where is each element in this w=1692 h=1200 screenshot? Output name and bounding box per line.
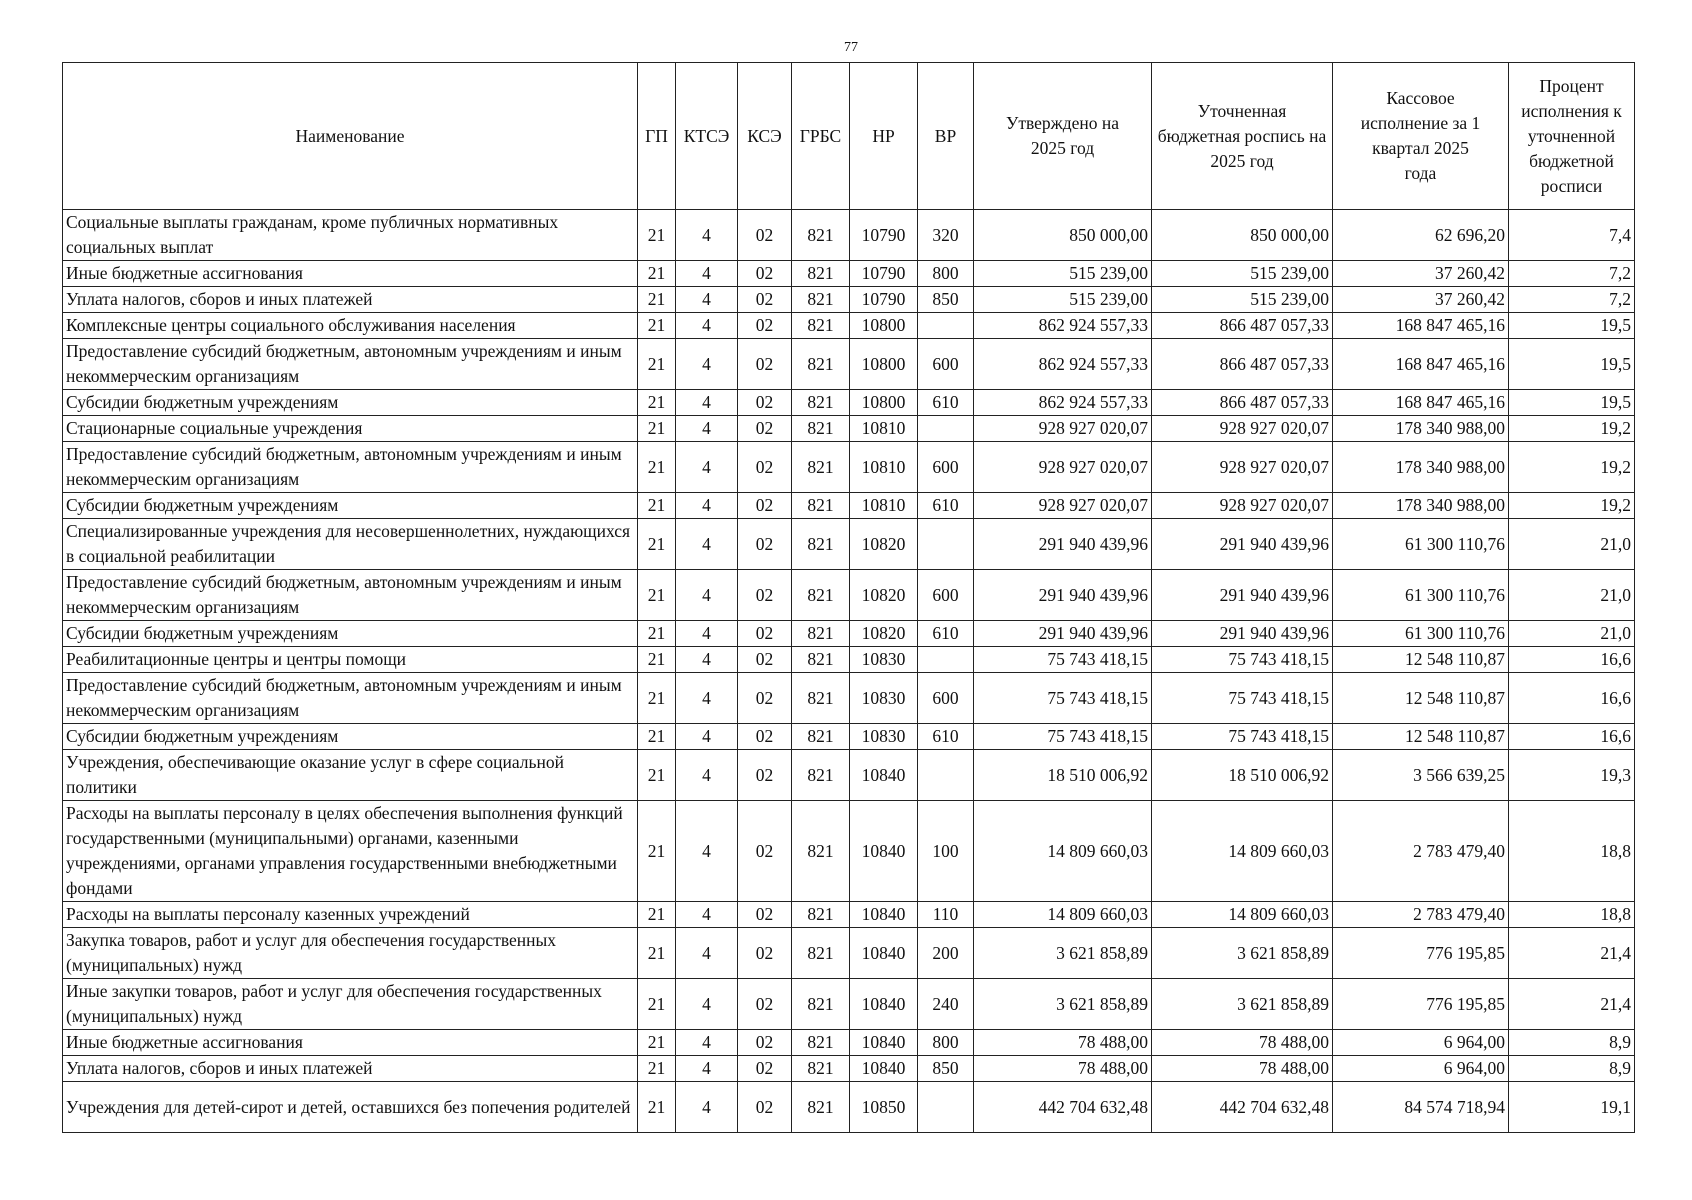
- header-vr: ВР: [918, 63, 974, 210]
- cell-gp: 21: [638, 210, 676, 261]
- header-kse: КСЭ: [738, 63, 792, 210]
- cell-approved: 862 924 557,33: [974, 339, 1152, 390]
- cell-grbs: 821: [792, 801, 850, 902]
- cell-kse: 02: [738, 724, 792, 750]
- cell-percent: 7,2: [1509, 261, 1635, 287]
- cell-gp: 21: [638, 416, 676, 442]
- cell-vr: 850: [918, 287, 974, 313]
- cell-name: Предоставление субсидий бюджетным, автономным учреждениям и иным некоммерческим организациям: [63, 570, 638, 621]
- cell-np: 10840: [850, 928, 918, 979]
- cell-name: Иные бюджетные ассигнования: [63, 1030, 638, 1056]
- header-approved: Утверждено на 2025 год: [974, 63, 1152, 210]
- cell-percent: 19,5: [1509, 313, 1635, 339]
- cell-percent: 21,4: [1509, 928, 1635, 979]
- cell-approved: 291 940 439,96: [974, 519, 1152, 570]
- cell-vr: [918, 519, 974, 570]
- cell-name: Реабилитационные центры и центры помощи: [63, 647, 638, 673]
- cell-np: 10790: [850, 261, 918, 287]
- cell-grbs: 821: [792, 1082, 850, 1133]
- cell-vr: [918, 647, 974, 673]
- table-row: [63, 390, 1635, 416]
- cell-grbs: 821: [792, 519, 850, 570]
- cell-grbs: 821: [792, 724, 850, 750]
- cell-kse: 02: [738, 673, 792, 724]
- cell-vr: 100: [918, 801, 974, 902]
- cell-name: Расходы на выплаты персоналу казенных учреждений: [63, 902, 638, 928]
- cell-gp: 21: [638, 1030, 676, 1056]
- cell-ktse: 4: [676, 210, 738, 261]
- cell-np: 10800: [850, 390, 918, 416]
- cell-gp: 21: [638, 647, 676, 673]
- cell-percent: 7,2: [1509, 287, 1635, 313]
- cell-grbs: 821: [792, 210, 850, 261]
- cell-cash: 168 847 465,16: [1333, 339, 1509, 390]
- cell-grbs: 821: [792, 442, 850, 493]
- cell-approved: 928 927 020,07: [974, 416, 1152, 442]
- cell-np: 10790: [850, 210, 918, 261]
- cell-grbs: 821: [792, 261, 850, 287]
- cell-percent: 8,9: [1509, 1030, 1635, 1056]
- cell-np: 10840: [850, 1030, 918, 1056]
- cell-cash: 37 260,42: [1333, 261, 1509, 287]
- cell-approved: 75 743 418,15: [974, 673, 1152, 724]
- cell-grbs: 821: [792, 1030, 850, 1056]
- cell-refined: 291 940 439,96: [1152, 570, 1333, 621]
- cell-vr: 800: [918, 1030, 974, 1056]
- cell-gp: 21: [638, 313, 676, 339]
- cell-refined: 75 743 418,15: [1152, 647, 1333, 673]
- cell-np: 10830: [850, 647, 918, 673]
- cell-name: Предоставление субсидий бюджетным, автономным учреждениям и иным некоммерческим организациям: [63, 339, 638, 390]
- table-row: [63, 750, 1635, 801]
- cell-np: 10810: [850, 442, 918, 493]
- cell-ktse: 4: [676, 750, 738, 801]
- cell-ktse: 4: [676, 313, 738, 339]
- table-row: [63, 928, 1635, 979]
- cell-cash: 2 783 479,40: [1333, 902, 1509, 928]
- cell-percent: 19,3: [1509, 750, 1635, 801]
- cell-approved: 3 621 858,89: [974, 979, 1152, 1030]
- cell-ktse: 4: [676, 979, 738, 1030]
- cell-approved: 862 924 557,33: [974, 313, 1152, 339]
- cell-vr: 610: [918, 724, 974, 750]
- cell-cash: 6 964,00: [1333, 1030, 1509, 1056]
- page-number: 77: [844, 40, 858, 55]
- cell-refined: 515 239,00: [1152, 261, 1333, 287]
- cell-approved: 515 239,00: [974, 261, 1152, 287]
- cell-gp: 21: [638, 1082, 676, 1133]
- cell-refined: 14 809 660,03: [1152, 902, 1333, 928]
- cell-vr: 600: [918, 442, 974, 493]
- cell-percent: 21,0: [1509, 621, 1635, 647]
- cell-grbs: 821: [792, 313, 850, 339]
- cell-np: 10840: [850, 801, 918, 902]
- table-row: [63, 673, 1635, 724]
- cell-np: 10820: [850, 519, 918, 570]
- header-percent: Процент исполнения к уточненной бюджетной росписи: [1509, 63, 1635, 210]
- cell-cash: 168 847 465,16: [1333, 313, 1509, 339]
- cell-cash: 61 300 110,76: [1333, 519, 1509, 570]
- cell-kse: 02: [738, 621, 792, 647]
- cell-cash: 3 566 639,25: [1333, 750, 1509, 801]
- table-row: [63, 313, 1635, 339]
- cell-kse: 02: [738, 1082, 792, 1133]
- header-name: Наименование: [63, 63, 638, 210]
- cell-approved: 928 927 020,07: [974, 493, 1152, 519]
- cell-kse: 02: [738, 647, 792, 673]
- cell-cash: 61 300 110,76: [1333, 570, 1509, 621]
- cell-approved: 291 940 439,96: [974, 621, 1152, 647]
- cell-gp: 21: [638, 261, 676, 287]
- header-ktse: КТСЭ: [676, 63, 738, 210]
- table-row: [63, 1082, 1635, 1133]
- table-row: [63, 493, 1635, 519]
- cell-cash: 178 340 988,00: [1333, 493, 1509, 519]
- cell-refined: 78 488,00: [1152, 1030, 1333, 1056]
- cell-np: 10800: [850, 313, 918, 339]
- cell-ktse: 4: [676, 1056, 738, 1082]
- cell-cash: 168 847 465,16: [1333, 390, 1509, 416]
- cell-kse: 02: [738, 1056, 792, 1082]
- cell-ktse: 4: [676, 339, 738, 390]
- table-row: [63, 902, 1635, 928]
- cell-vr: [918, 1082, 974, 1133]
- cell-approved: 850 000,00: [974, 210, 1152, 261]
- cell-vr: 850: [918, 1056, 974, 1082]
- cell-refined: 866 487 057,33: [1152, 339, 1333, 390]
- cell-vr: 610: [918, 390, 974, 416]
- cell-gp: 21: [638, 801, 676, 902]
- cell-cash: 178 340 988,00: [1333, 416, 1509, 442]
- cell-refined: 850 000,00: [1152, 210, 1333, 261]
- cell-ktse: 4: [676, 621, 738, 647]
- table-row: [63, 647, 1635, 673]
- cell-ktse: 4: [676, 673, 738, 724]
- cell-name: Специализированные учреждения для несовершеннолетних, нуждающихся в социальной реабилитации: [63, 519, 638, 570]
- cell-cash: 776 195,85: [1333, 928, 1509, 979]
- cell-vr: [918, 750, 974, 801]
- cell-ktse: 4: [676, 519, 738, 570]
- cell-grbs: 821: [792, 339, 850, 390]
- cell-grbs: 821: [792, 979, 850, 1030]
- cell-ktse: 4: [676, 724, 738, 750]
- cell-name: Предоставление субсидий бюджетным, автономным учреждениям и иным некоммерческим организациям: [63, 673, 638, 724]
- cell-name: Стационарные социальные учреждения: [63, 416, 638, 442]
- cell-gp: 21: [638, 287, 676, 313]
- cell-approved: 75 743 418,15: [974, 724, 1152, 750]
- cell-gp: 21: [638, 928, 676, 979]
- table-row: [63, 1030, 1635, 1056]
- cell-grbs: 821: [792, 287, 850, 313]
- table-row: [63, 570, 1635, 621]
- cell-name: Субсидии бюджетным учреждениям: [63, 724, 638, 750]
- cell-refined: 78 488,00: [1152, 1056, 1333, 1082]
- header-grbs: ГРБС: [792, 63, 850, 210]
- cell-percent: 21,0: [1509, 519, 1635, 570]
- cell-cash: 12 548 110,87: [1333, 647, 1509, 673]
- cell-name: Социальные выплаты гражданам, кроме публичных нормативных социальных выплат: [63, 210, 638, 261]
- cell-refined: 75 743 418,15: [1152, 724, 1333, 750]
- cell-name: Субсидии бюджетным учреждениям: [63, 621, 638, 647]
- cell-kse: 02: [738, 902, 792, 928]
- cell-vr: 800: [918, 261, 974, 287]
- cell-percent: 8,9: [1509, 1056, 1635, 1082]
- cell-grbs: 821: [792, 416, 850, 442]
- cell-np: 10790: [850, 287, 918, 313]
- cell-refined: 14 809 660,03: [1152, 801, 1333, 902]
- cell-approved: 75 743 418,15: [974, 647, 1152, 673]
- cell-cash: 776 195,85: [1333, 979, 1509, 1030]
- cell-refined: 866 487 057,33: [1152, 313, 1333, 339]
- header-gp: ГП: [638, 63, 676, 210]
- cell-vr: 320: [918, 210, 974, 261]
- cell-kse: 02: [738, 519, 792, 570]
- cell-kse: 02: [738, 1030, 792, 1056]
- cell-gp: 21: [638, 724, 676, 750]
- cell-refined: 291 940 439,96: [1152, 621, 1333, 647]
- cell-approved: 862 924 557,33: [974, 390, 1152, 416]
- cell-ktse: 4: [676, 928, 738, 979]
- cell-gp: 21: [638, 570, 676, 621]
- cell-refined: 3 621 858,89: [1152, 979, 1333, 1030]
- cell-ktse: 4: [676, 287, 738, 313]
- cell-ktse: 4: [676, 390, 738, 416]
- cell-name: Уплата налогов, сборов и иных платежей: [63, 1056, 638, 1082]
- cell-gp: 21: [638, 390, 676, 416]
- cell-gp: 21: [638, 621, 676, 647]
- header-np: НР: [850, 63, 918, 210]
- cell-name: Иные закупки товаров, работ и услуг для обеспечения государственных (муниципальных) нужд: [63, 979, 638, 1030]
- cell-kse: 02: [738, 801, 792, 902]
- cell-cash: 37 260,42: [1333, 287, 1509, 313]
- cell-refined: 75 743 418,15: [1152, 673, 1333, 724]
- cell-refined: 442 704 632,48: [1152, 1082, 1333, 1133]
- cell-approved: 14 809 660,03: [974, 801, 1152, 902]
- cell-approved: 14 809 660,03: [974, 902, 1152, 928]
- cell-cash: 2 783 479,40: [1333, 801, 1509, 902]
- cell-grbs: 821: [792, 928, 850, 979]
- cell-kse: 02: [738, 979, 792, 1030]
- table-row: [63, 442, 1635, 493]
- cell-grbs: 821: [792, 750, 850, 801]
- cell-grbs: 821: [792, 570, 850, 621]
- cell-name: Учреждения для детей-сирот и детей, оставшихся без попечения родителей: [63, 1082, 638, 1133]
- cell-refined: 3 621 858,89: [1152, 928, 1333, 979]
- cell-cash: 178 340 988,00: [1333, 442, 1509, 493]
- cell-ktse: 4: [676, 1030, 738, 1056]
- table-row: [63, 210, 1635, 261]
- cell-refined: 928 927 020,07: [1152, 493, 1333, 519]
- cell-grbs: 821: [792, 493, 850, 519]
- cell-percent: 19,2: [1509, 442, 1635, 493]
- cell-np: 10820: [850, 570, 918, 621]
- cell-ktse: 4: [676, 442, 738, 493]
- cell-name: Субсидии бюджетным учреждениям: [63, 390, 638, 416]
- cell-refined: 866 487 057,33: [1152, 390, 1333, 416]
- cell-vr: 200: [918, 928, 974, 979]
- table-row: [63, 287, 1635, 313]
- cell-cash: 6 964,00: [1333, 1056, 1509, 1082]
- cell-approved: 3 621 858,89: [974, 928, 1152, 979]
- cell-grbs: 821: [792, 621, 850, 647]
- cell-gp: 21: [638, 673, 676, 724]
- cell-ktse: 4: [676, 570, 738, 621]
- cell-grbs: 821: [792, 673, 850, 724]
- cell-name: Уплата налогов, сборов и иных платежей: [63, 287, 638, 313]
- cell-approved: 442 704 632,48: [974, 1082, 1152, 1133]
- cell-vr: 610: [918, 621, 974, 647]
- cell-percent: 21,4: [1509, 979, 1635, 1030]
- cell-vr: [918, 313, 974, 339]
- table-row: [63, 1056, 1635, 1082]
- cell-grbs: 821: [792, 390, 850, 416]
- cell-name: Расходы на выплаты персоналу в целях обеспечения выполнения функций государственными (муниципальными) органами, казенными учреждениями, органами управления государственными внебюджетными фондами: [63, 801, 638, 902]
- cell-grbs: 821: [792, 647, 850, 673]
- cell-name: Учреждения, обеспечивающие оказание услуг в сфере социальной политики: [63, 750, 638, 801]
- table-row: [63, 261, 1635, 287]
- cell-cash: 12 548 110,87: [1333, 724, 1509, 750]
- table-row: [63, 621, 1635, 647]
- cell-np: 10840: [850, 1056, 918, 1082]
- cell-ktse: 4: [676, 416, 738, 442]
- cell-ktse: 4: [676, 647, 738, 673]
- cell-np: 10830: [850, 673, 918, 724]
- cell-vr: 110: [918, 902, 974, 928]
- cell-kse: 02: [738, 261, 792, 287]
- cell-ktse: 4: [676, 1082, 738, 1133]
- table-row: [63, 416, 1635, 442]
- header-refined: Уточненная бюджетная роспись на 2025 год: [1152, 63, 1333, 210]
- cell-cash: 62 696,20: [1333, 210, 1509, 261]
- cell-ktse: 4: [676, 801, 738, 902]
- cell-kse: 02: [738, 339, 792, 390]
- cell-ktse: 4: [676, 902, 738, 928]
- cell-percent: 16,6: [1509, 647, 1635, 673]
- cell-percent: 18,8: [1509, 801, 1635, 902]
- cell-vr: 600: [918, 673, 974, 724]
- cell-kse: 02: [738, 416, 792, 442]
- header-cash: Кассовое исполнение за 1 квартал 2025 года: [1333, 63, 1509, 210]
- cell-vr: 240: [918, 979, 974, 1030]
- cell-grbs: 821: [792, 1056, 850, 1082]
- cell-percent: 16,6: [1509, 724, 1635, 750]
- cell-gp: 21: [638, 979, 676, 1030]
- cell-approved: 78 488,00: [974, 1030, 1152, 1056]
- cell-approved: 291 940 439,96: [974, 570, 1152, 621]
- table-row: [63, 519, 1635, 570]
- cell-name: Комплексные центры социального обслуживания населения: [63, 313, 638, 339]
- cell-name: Закупка товаров, работ и услуг для обеспечения государственных (муниципальных) нужд: [63, 928, 638, 979]
- table-header-row: [63, 63, 1635, 210]
- cell-ktse: 4: [676, 493, 738, 519]
- cell-np: 10800: [850, 339, 918, 390]
- cell-kse: 02: [738, 750, 792, 801]
- cell-gp: 21: [638, 1056, 676, 1082]
- cell-percent: 19,2: [1509, 493, 1635, 519]
- table-row: [63, 979, 1635, 1030]
- cell-np: 10810: [850, 493, 918, 519]
- cell-percent: 19,5: [1509, 339, 1635, 390]
- cell-cash: 61 300 110,76: [1333, 621, 1509, 647]
- cell-grbs: 821: [792, 902, 850, 928]
- budget-table: [62, 62, 1635, 1133]
- table-row: [63, 724, 1635, 750]
- cell-gp: 21: [638, 519, 676, 570]
- cell-np: 10840: [850, 902, 918, 928]
- cell-refined: 928 927 020,07: [1152, 416, 1333, 442]
- cell-np: 10850: [850, 1082, 918, 1133]
- cell-vr: 600: [918, 570, 974, 621]
- cell-percent: 19,1: [1509, 1082, 1635, 1133]
- cell-gp: 21: [638, 442, 676, 493]
- cell-np: 10810: [850, 416, 918, 442]
- cell-approved: 928 927 020,07: [974, 442, 1152, 493]
- table-row: [63, 339, 1635, 390]
- cell-kse: 02: [738, 313, 792, 339]
- cell-percent: 21,0: [1509, 570, 1635, 621]
- cell-percent: 7,4: [1509, 210, 1635, 261]
- cell-vr: 610: [918, 493, 974, 519]
- cell-np: 10820: [850, 621, 918, 647]
- cell-gp: 21: [638, 339, 676, 390]
- cell-percent: 18,8: [1509, 902, 1635, 928]
- cell-kse: 02: [738, 493, 792, 519]
- cell-kse: 02: [738, 210, 792, 261]
- cell-cash: 12 548 110,87: [1333, 673, 1509, 724]
- cell-approved: 18 510 006,92: [974, 750, 1152, 801]
- cell-gp: 21: [638, 902, 676, 928]
- cell-kse: 02: [738, 390, 792, 416]
- table-row: [63, 801, 1635, 902]
- cell-np: 10840: [850, 750, 918, 801]
- cell-refined: 928 927 020,07: [1152, 442, 1333, 493]
- cell-approved: 78 488,00: [974, 1056, 1152, 1082]
- cell-name: Предоставление субсидий бюджетным, автономным учреждениям и иным некоммерческим организациям: [63, 442, 638, 493]
- cell-kse: 02: [738, 442, 792, 493]
- cell-refined: 515 239,00: [1152, 287, 1333, 313]
- cell-refined: 291 940 439,96: [1152, 519, 1333, 570]
- cell-name: Субсидии бюджетным учреждениям: [63, 493, 638, 519]
- cell-kse: 02: [738, 570, 792, 621]
- cell-np: 10840: [850, 979, 918, 1030]
- cell-percent: 19,5: [1509, 390, 1635, 416]
- cell-refined: 18 510 006,92: [1152, 750, 1333, 801]
- cell-cash: 84 574 718,94: [1333, 1082, 1509, 1133]
- cell-kse: 02: [738, 287, 792, 313]
- cell-approved: 515 239,00: [974, 287, 1152, 313]
- cell-percent: 19,2: [1509, 416, 1635, 442]
- cell-vr: 600: [918, 339, 974, 390]
- cell-kse: 02: [738, 928, 792, 979]
- cell-percent: 16,6: [1509, 673, 1635, 724]
- cell-vr: [918, 416, 974, 442]
- cell-np: 10830: [850, 724, 918, 750]
- cell-gp: 21: [638, 750, 676, 801]
- cell-gp: 21: [638, 493, 676, 519]
- cell-name: Иные бюджетные ассигнования: [63, 261, 638, 287]
- cell-ktse: 4: [676, 261, 738, 287]
